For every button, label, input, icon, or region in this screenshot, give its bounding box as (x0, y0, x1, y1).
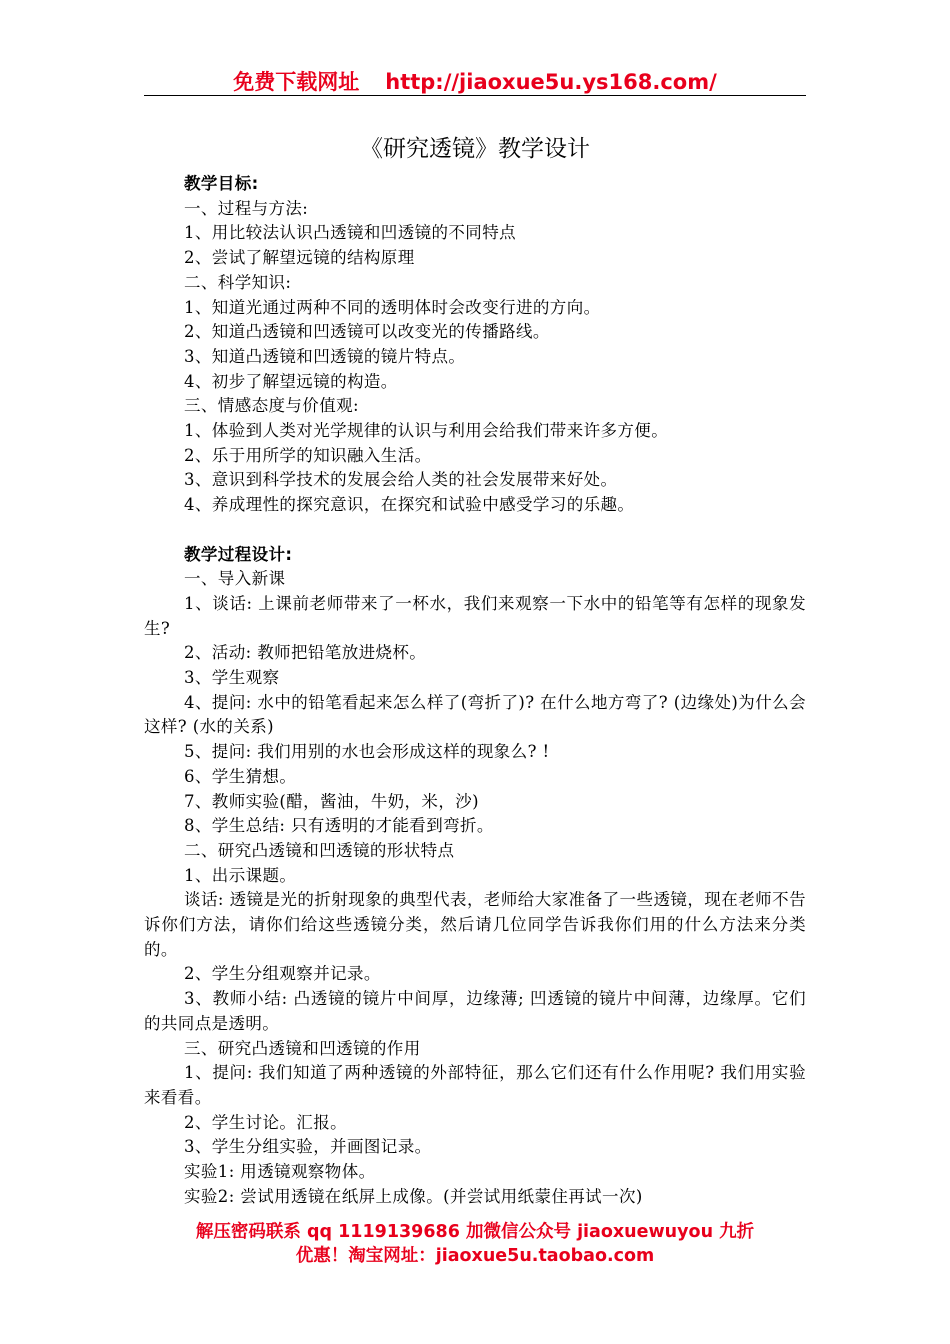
text-line: 二、科学知识: (184, 272, 292, 292)
text-line: 2、学生分组观察并记录。 (184, 964, 381, 984)
text-line: 一、导入新课 (184, 569, 286, 589)
header-divider (144, 95, 806, 96)
text-line: 一、过程与方法: (184, 198, 309, 218)
text-line: 8、学生总结: 只有透明的才能看到弯折。 (184, 816, 494, 836)
text-line: 2、学生讨论。汇报。 (184, 1112, 347, 1132)
text-line: 实验2: 尝试用透镜在纸屏上成像。(并尝试用纸蒙住再试一次) (184, 1186, 643, 1206)
text-line: 3、学生分组实验，并画图记录。 (184, 1137, 432, 1157)
text-line: 三、研究凸透镜和凹透镜的作用 (184, 1038, 421, 1058)
download-url-link[interactable]: http://jiaoxue5u.ys168.com/ (385, 70, 717, 94)
text-line: 3、意识到科学技术的发展会给人类的社会发展带来好处。 (184, 470, 618, 490)
text-line: 1、用比较法认识凸透镜和凹透镜的不同特点 (184, 223, 516, 243)
page-title: 《研究透镜》教学设计 (360, 136, 590, 162)
text-line: 谈话: 透镜是光的折射现象的典型代表，老师给大家准备了一些透镜，现在老师不告诉你们方法，请你们给这些透镜分类，然后请几位同学告诉我你们用的什么方法来分类的。 (144, 890, 806, 959)
text-line: 1、谈话: 上课前老师带来了一杯水，我们来观察一下水中的铅笔等有怎样的现象发生? (144, 593, 806, 638)
contact-footer (0, 1220, 950, 1268)
text-line: 4、养成理性的探究意识，在探究和试验中感受学习的乐趣。 (184, 495, 635, 515)
text-line: 1、知道光通过两种不同的透明体时会改变行进的方向。 (184, 297, 601, 317)
text-line: 2、知道凸透镜和凹透镜可以改变光的传播路线。 (184, 322, 550, 342)
objectives-section (144, 197, 806, 518)
text-line: 2、活动: 教师把铅笔放进烧杯。 (184, 643, 427, 663)
process-heading: 教学过程设计: (184, 544, 293, 564)
text-line: 4、提问: 水中的铅笔看起来怎么样了(弯折了)? 在什么地方弯了? (边缘处)为什么会这样? (水的关系) (144, 692, 806, 737)
text-line: 2、乐于用所学的知识融入生活。 (184, 445, 432, 465)
text-line: 7、教师实验(醋，酱油，牛奶，米，沙) (184, 791, 479, 811)
text-line: 4、初步了解望远镜的构造。 (184, 371, 398, 391)
footer-line-contact: 解压密码联系 qq 1119139686 加微信公众号 jiaoxuewuyou 九折 (195, 1222, 755, 1242)
download-header (0, 66, 950, 96)
download-label: 免费下载网址 (233, 70, 360, 94)
text-line: 1、体验到人类对光学规律的认识与利用会给我们带来许多方便。 (184, 421, 669, 441)
text-line: 二、研究凸透镜和凹透镜的形状特点 (184, 840, 455, 860)
text-line: 1、提问: 我们知道了两种透镜的外部特征，那么它们还有什么作用呢? 我们用实验来看看。 (144, 1063, 806, 1107)
footer-line-shop[interactable]: 优惠！淘宝网址：jiaoxue5u.taobao.com (295, 1246, 655, 1266)
text-line: 1、出示课题。 (184, 865, 297, 885)
text-line: 2、尝试了解望远镜的结构原理 (184, 248, 415, 268)
text-line: 3、知道凸透镜和凹透镜的镜片特点。 (184, 346, 466, 366)
document-body (144, 172, 806, 1210)
text-line: 三、情感态度与价值观: (184, 396, 359, 416)
objectives-heading: 教学目标: (184, 174, 259, 193)
text-line: 6、学生猜想。 (184, 766, 297, 786)
text-line: 3、学生观察 (184, 668, 280, 688)
text-line: 5、提问: 我们用别的水也会形成这样的现象么? ! (184, 742, 550, 762)
text-line: 3、教师小结: 凸透镜的镜片中间厚，边缘薄; 凹透镜的镜片中间薄，边缘厚。它们的共同点是透明。 (144, 989, 806, 1033)
process-section (144, 567, 806, 1209)
text-line: 实验1: 用透镜观察物体。 (184, 1162, 376, 1182)
